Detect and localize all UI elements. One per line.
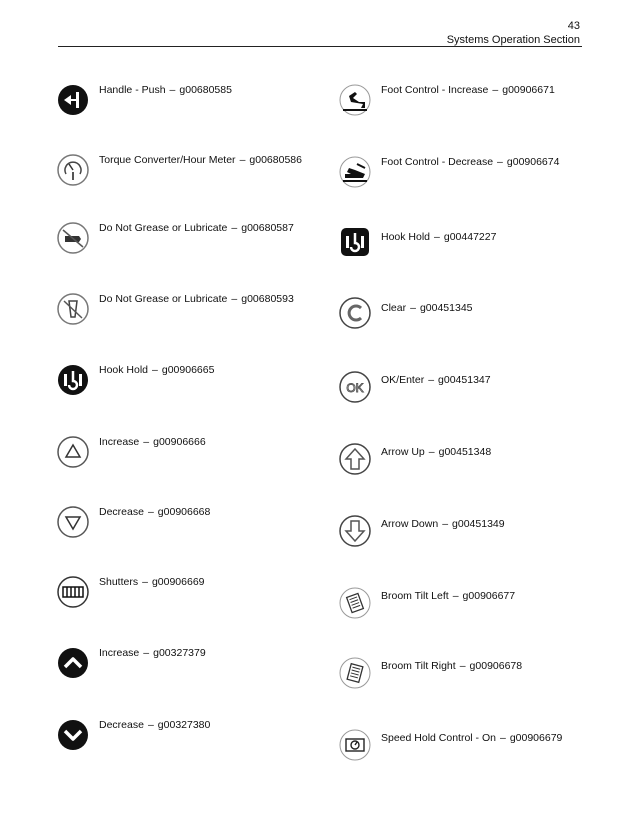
- graphic-code: g00906677: [462, 590, 516, 602]
- symbol-name: Do Not Grease or Lubricate: [99, 222, 228, 234]
- symbol-name: Foot Control - Increase: [381, 84, 489, 96]
- graphic-code: g00447227: [443, 231, 497, 243]
- graphic-code: g00327380: [157, 719, 211, 731]
- graphic-code: g00906666: [153, 436, 206, 448]
- graphic-code: g00327379: [153, 647, 206, 659]
- symbol-name: Shutters: [99, 576, 139, 588]
- symbol-caption: Shutters – g00906669: [99, 576, 205, 588]
- symbol-name: Hook Hold: [381, 231, 431, 243]
- graphic-code: g00680585: [179, 84, 232, 96]
- graphic-code: g00451349: [452, 518, 505, 530]
- graphic-code: g00906678: [469, 660, 523, 672]
- symbol-caption: Foot Control - Increase – g00906671: [381, 84, 555, 96]
- symbol-name: Foot Control - Decrease: [381, 156, 494, 168]
- section-title: Systems Operation Section: [446, 34, 580, 46]
- symbol-caption: Do Not Grease or Lubricate – g00680587: [99, 222, 294, 234]
- symbol-caption: Speed Hold Control - On – g00906679: [381, 732, 563, 744]
- header-rule: [58, 46, 582, 47]
- clear-icon: [339, 297, 371, 329]
- arrow-up-icon: [339, 443, 371, 475]
- symbol-name: Torque Converter/Hour Meter: [99, 154, 236, 166]
- symbol-caption: Increase – g00327379: [99, 647, 206, 659]
- shutters-icon: [57, 576, 89, 608]
- symbol-name: Increase: [99, 436, 140, 448]
- symbol-name: Speed Hold Control - On: [381, 732, 496, 744]
- symbol-caption: Do Not Grease or Lubricate – g00680593: [99, 293, 294, 305]
- torque-converter-hour-meter-icon: [57, 154, 89, 186]
- graphic-code: g00906674: [506, 156, 560, 168]
- symbol-caption: Foot Control - Decrease – g00906674: [381, 156, 560, 168]
- symbol-name: Do Not Grease or Lubricate: [99, 293, 228, 305]
- graphic-code: g00680586: [249, 154, 302, 166]
- symbol-name: Increase: [99, 647, 140, 659]
- symbol-caption: Increase – g00906666: [99, 436, 206, 448]
- speed-hold-control-on-icon: [339, 729, 371, 761]
- graphic-code: g00906679: [509, 732, 563, 744]
- symbol-name: Hook Hold: [99, 364, 149, 376]
- graphic-code: g00451348: [438, 446, 492, 458]
- page-number: 43: [567, 20, 580, 32]
- graphic-code: g00451345: [419, 302, 473, 314]
- symbol-name: OK/Enter: [381, 374, 425, 386]
- increase-chevron-icon: [57, 647, 89, 679]
- symbol-caption: Broom Tilt Right – g00906678: [381, 660, 523, 672]
- broom-tilt-left-icon: [339, 587, 371, 619]
- symbol-name: Handle - Push: [99, 84, 166, 96]
- symbol-name: Broom Tilt Left: [381, 590, 449, 602]
- symbol-caption: Clear – g00451345: [381, 302, 473, 314]
- svg-text:OK: OK: [346, 381, 364, 395]
- decrease-triangle-icon: [57, 506, 89, 538]
- symbol-caption: Decrease – g00906668: [99, 506, 211, 518]
- graphic-code: g00906668: [157, 506, 211, 518]
- graphic-code: g00906669: [151, 576, 205, 588]
- do-not-grease-icon: [57, 222, 89, 254]
- hook-hold-icon: [339, 226, 371, 258]
- symbol-caption: Handle - Push – g00680585: [99, 84, 232, 96]
- decrease-chevron-icon: [57, 719, 89, 751]
- symbol-caption: Arrow Down – g00451349: [381, 518, 505, 530]
- do-not-lubricate-icon: [57, 293, 89, 325]
- arrow-down-icon: [339, 515, 371, 547]
- increase-triangle-icon: [57, 436, 89, 468]
- graphic-code: g00906671: [502, 84, 555, 96]
- graphic-code: g00906665: [161, 364, 215, 376]
- symbol-caption: Torque Converter/Hour Meter – g00680586: [99, 154, 302, 166]
- foot-control-decrease-icon: [339, 156, 371, 188]
- symbol-name: Decrease: [99, 719, 144, 731]
- symbol-name: Decrease: [99, 506, 144, 518]
- symbol-caption: Broom Tilt Left – g00906677: [381, 590, 516, 602]
- symbol-caption: Hook Hold – g00447227: [381, 231, 497, 243]
- symbol-name: Clear: [381, 302, 407, 314]
- symbol-name: Broom Tilt Right: [381, 660, 456, 672]
- symbol-caption: OK/Enter – g00451347: [381, 374, 491, 386]
- symbol-caption: Arrow Up – g00451348: [381, 446, 492, 458]
- handle-push-icon: [57, 84, 89, 116]
- symbol-caption: Hook Hold – g00906665: [99, 364, 215, 376]
- symbol-caption: Decrease – g00327380: [99, 719, 211, 731]
- graphic-code: g00451347: [438, 374, 491, 386]
- graphic-code: g00680587: [241, 222, 294, 234]
- hook-hold-icon: [57, 364, 89, 396]
- symbol-name: Arrow Down: [381, 518, 439, 530]
- broom-tilt-right-icon: [339, 657, 371, 689]
- symbol-name: Arrow Up: [381, 446, 425, 458]
- graphic-code: g00680593: [241, 293, 294, 305]
- ok-enter-icon: [339, 371, 371, 403]
- foot-control-increase-icon: [339, 84, 371, 116]
